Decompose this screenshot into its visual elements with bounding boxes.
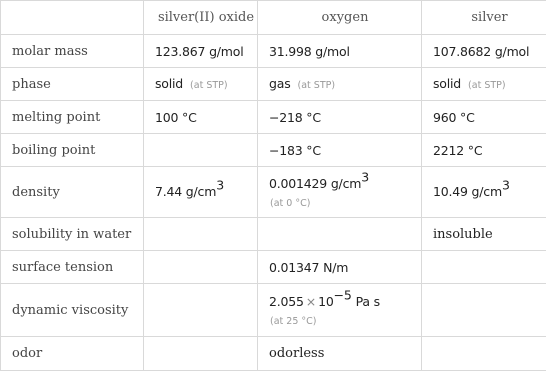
exponent: 3 bbox=[501, 177, 510, 193]
row-label: odor bbox=[1, 337, 144, 371]
table-row-solubility bbox=[1, 218, 546, 251]
cell-value bbox=[144, 68, 258, 101]
exponent: 3 bbox=[216, 177, 224, 193]
row-label: dynamic viscosity bbox=[1, 284, 144, 337]
cell-value bbox=[144, 284, 258, 337]
corner-cell bbox=[1, 1, 144, 35]
cell-value bbox=[422, 251, 546, 284]
cell-value bbox=[422, 68, 546, 101]
condition-note: (at 0 °C) bbox=[270, 198, 311, 209]
table-row-dynamic-viscosity bbox=[1, 284, 546, 337]
cell-value: 100 °C bbox=[144, 101, 258, 134]
viscosity-base: 10 bbox=[318, 294, 334, 309]
viscosity-unit: Pa s bbox=[355, 294, 380, 309]
phase-value: gas bbox=[269, 76, 291, 91]
cell-value: 2212 °C bbox=[422, 134, 546, 167]
cell-value bbox=[422, 284, 546, 337]
condition-note: (at STP) bbox=[190, 80, 228, 91]
row-label: melting point bbox=[1, 101, 144, 134]
cell-value bbox=[258, 68, 422, 101]
row-label: surface tension bbox=[1, 251, 144, 284]
table-row-melting-point bbox=[1, 101, 546, 134]
times-sign: × bbox=[305, 294, 317, 309]
cell-value: −183 °C bbox=[258, 134, 422, 167]
row-label: molar mass bbox=[1, 35, 144, 68]
table-row-surface-tension bbox=[1, 251, 546, 284]
column-header-silver: silver bbox=[422, 1, 546, 35]
cell-value: 0.01347 N/m bbox=[258, 251, 422, 284]
density-value: 7.44 g/cm bbox=[155, 184, 217, 199]
cell-value bbox=[422, 337, 546, 371]
cell-value bbox=[144, 337, 258, 371]
cell-value: 31.998 g/mol bbox=[258, 35, 422, 68]
density-value: 0.001429 g/cm bbox=[269, 176, 362, 191]
cell-value: 123.867 g/mol bbox=[144, 35, 258, 68]
header-row bbox=[1, 1, 546, 35]
phase-value: solid bbox=[433, 76, 462, 91]
cell-value: insoluble bbox=[422, 218, 546, 251]
viscosity-mantissa: 2.055 bbox=[269, 294, 304, 309]
row-label: phase bbox=[1, 68, 144, 101]
cell-value bbox=[258, 284, 422, 337]
cell-value bbox=[144, 251, 258, 284]
table-row-boiling-point bbox=[1, 134, 546, 167]
cell-value bbox=[144, 218, 258, 251]
row-label: density bbox=[1, 167, 144, 218]
cell-value: 960 °C bbox=[422, 101, 546, 134]
exponent: −5 bbox=[333, 287, 352, 303]
cell-value bbox=[258, 167, 422, 218]
column-header-silver-ii-oxide: silver(II) oxide bbox=[144, 1, 258, 35]
table-row-density bbox=[1, 167, 546, 218]
table-row-odor bbox=[1, 337, 546, 371]
exponent: 3 bbox=[361, 169, 369, 185]
cell-value: 107.8682 g/mol bbox=[422, 35, 546, 68]
cell-value bbox=[422, 167, 546, 218]
condition-note: (at STP) bbox=[468, 80, 506, 91]
cell-value: odorless bbox=[258, 337, 422, 371]
cell-value bbox=[144, 167, 258, 218]
table-row-molar-mass bbox=[1, 35, 546, 68]
cell-value bbox=[258, 218, 422, 251]
table-row-phase bbox=[1, 68, 546, 101]
condition-note: (at 25 °C) bbox=[270, 316, 317, 327]
column-header-oxygen: oxygen bbox=[258, 1, 422, 35]
condition-note: (at STP) bbox=[297, 80, 336, 91]
phase-value: solid bbox=[155, 76, 184, 91]
cell-value: −218 °C bbox=[258, 101, 422, 134]
cell-value bbox=[144, 134, 258, 167]
row-label: solubility in water bbox=[1, 218, 144, 251]
density-value: 10.49 g/cm bbox=[433, 184, 502, 199]
row-label: boiling point bbox=[1, 134, 144, 167]
